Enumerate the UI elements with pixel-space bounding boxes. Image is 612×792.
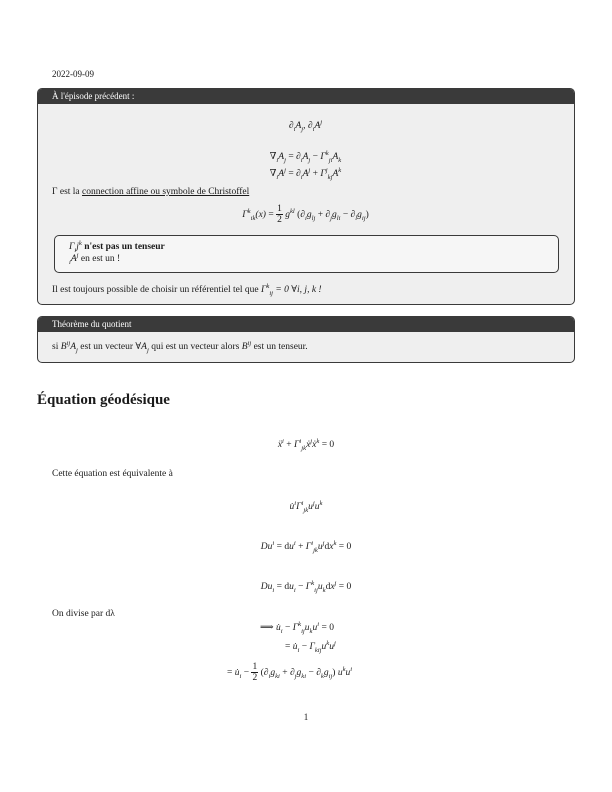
previous-episode-title: À l'épisode précédent : [38, 89, 574, 104]
section-title: Équation géodésique [37, 392, 170, 408]
equivalence-text: Cette équation est équivalente à [52, 469, 173, 479]
partial-derivatives-equation: $\partial_iA_j$, $\partial_iA^j$ [288, 118, 323, 133]
geodesic-equation: ẍ$^i$ + $\Gamma^i_{jk}ẋ^jẋ^k = 0$ [277, 437, 335, 452]
christoffel-formula: $\Gamma^k_{ik}(x)$ = $\frac{1}{2}$ $g^{kl}$ $(\partial_ig_{lj} + \partial_jg_{li} - \partial_lg_{ij})$ [242, 204, 369, 225]
quotient-theorem-statement: si $B^{ij}A_j$ est un vecteur $\forall A_j$ qui est un vecteur alors $B^{ij}$ est un tenseur. [52, 339, 308, 354]
date: 2022-09-09 [52, 69, 94, 79]
christoffel-link[interactable]: connection affine ou symbole de Christoffel [82, 187, 250, 197]
is-a-tensor-label: en est un ! [80, 254, 121, 264]
reference-frame-statement: Il est toujours possible de choisir un référentiel tel que $\Gamma^k_{ij} = 0$ ∀i, j, k ! [52, 282, 322, 297]
christoffel-definition-text: Γ est la connection affine ou symbole de Christoffel [52, 187, 250, 197]
quotient-theorem-box [37, 316, 575, 363]
derivation-step-1: ⟹ $u̇_i - \Gamma^k_{ij}u_ku^i = 0$ [260, 620, 334, 635]
quotient-theorem-title: Théorème du quotient [38, 317, 574, 332]
not-a-tensor-note: $\Gamma_ij^k$ n'est pas un tenseur $_iA^j$ en est un ! [54, 235, 559, 273]
divide-text: On divise par dλ [52, 609, 115, 619]
Du-lower-equation: $Du_i = du_i - \Gamma^k_{ij}u_kdx^j = 0$ [260, 579, 352, 594]
derivation-step-2: = $u̇_i - \Gamma_{kij}u^ku^j$ [285, 639, 336, 654]
covariant-derivative-lower: $\nabla_iA_j = \partial_iA_j - \Gamma^k_{ji}A_k$ [269, 149, 342, 164]
covariant-derivative-upper: $\nabla_iA^j = \partial_iA^j + \Gamma^j_{kj}A^k$ [269, 166, 342, 181]
page-number: 1 [303, 712, 309, 722]
not-a-tensor-label: n'est pas un tenseur [84, 242, 165, 252]
Du-upper-equation: $Du^i = du^i + \Gamma^i_{jk}u^jdx^k = 0$ [260, 539, 352, 554]
u-equation: $u̇^i\Gamma^i_{jk}u^ju^k$ [289, 499, 323, 514]
derivation-step-3: = $u̇_i$ − $\frac{1}{2}$ $(\partial_ig_{ki} + \partial_jg_{ki} - \partial_kg_{ij})$ $u^ku^i$ [227, 662, 353, 683]
previous-episode-box [37, 88, 575, 305]
